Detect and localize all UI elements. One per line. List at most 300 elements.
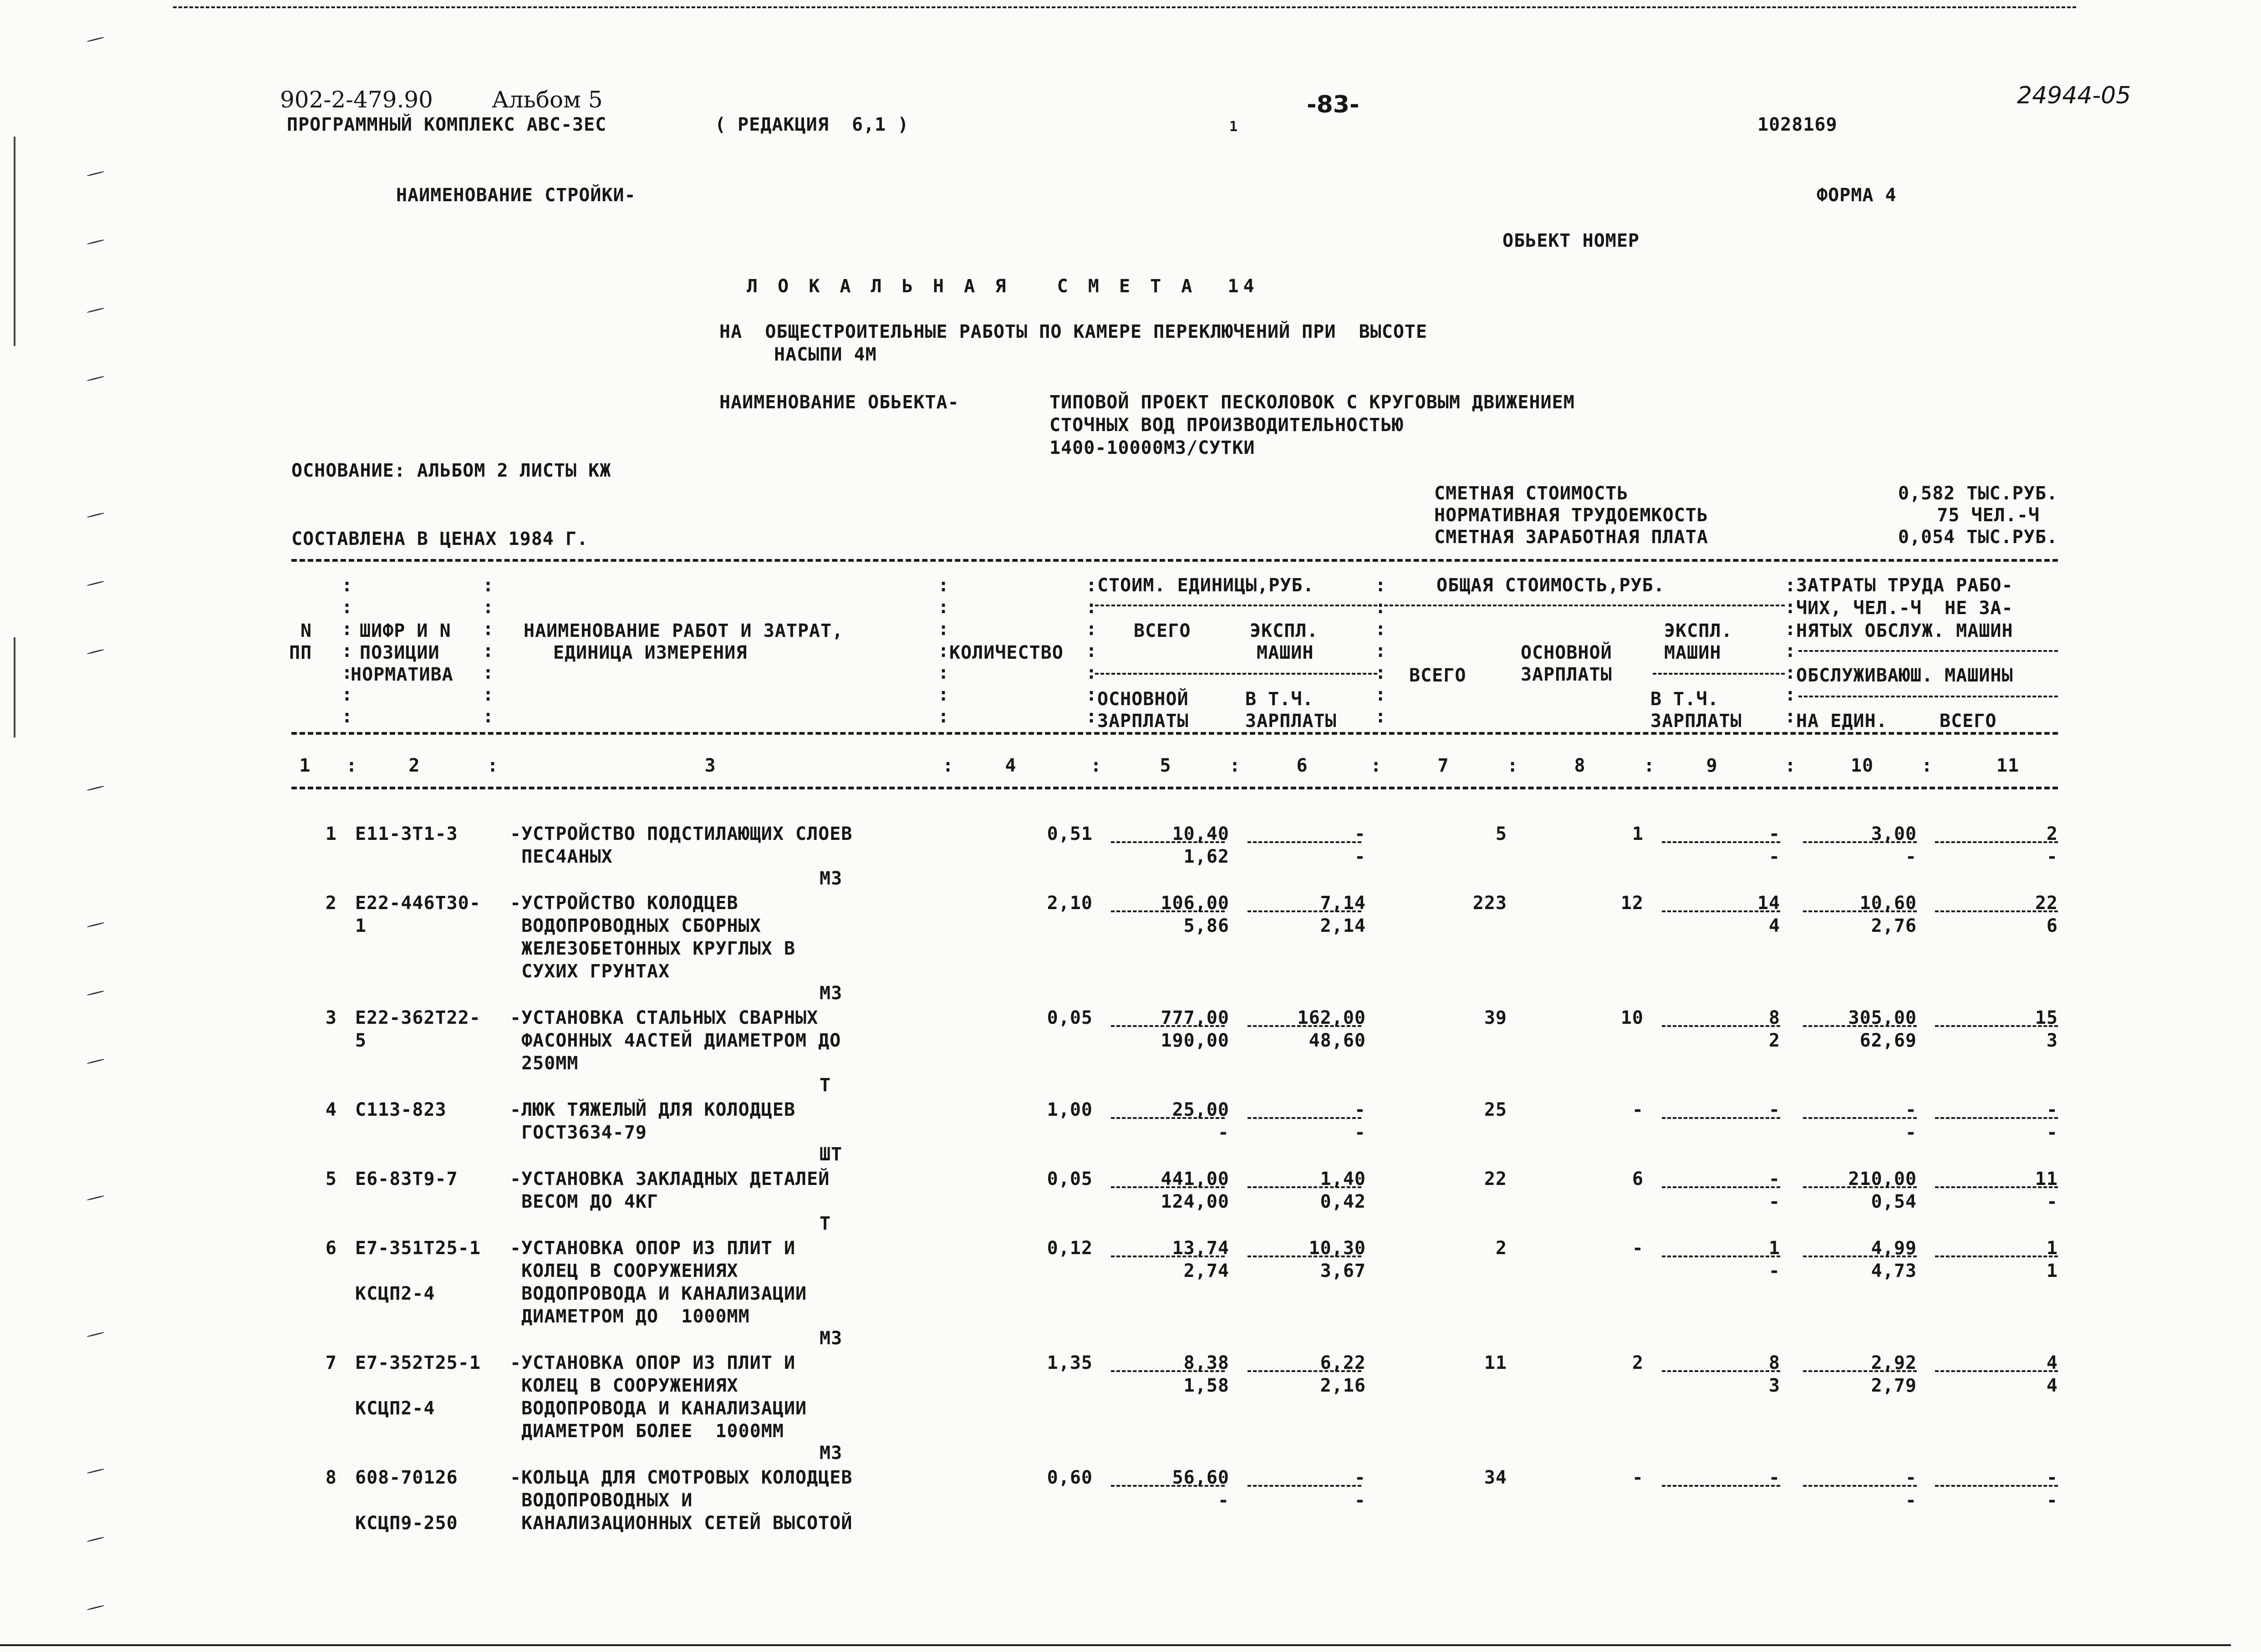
cell-divider [1803, 1485, 1917, 1487]
row-quantity: 2,10 [1047, 893, 1093, 914]
column-number: 4 [1005, 755, 1017, 776]
margin-mark [87, 649, 105, 655]
row-name-line: КОЛЕЦ В СООРУЖЕНИЯХ [510, 1375, 738, 1396]
labor-header: НЯТЫХ ОБСЛУЖ. МАШИН [1796, 620, 2013, 641]
col-n-header: ПП [289, 642, 312, 663]
row-total-pay: - [1632, 1467, 1644, 1488]
column-separators: : : : : : : : [341, 575, 353, 727]
row-total-machine-pay: 3 [1768, 1375, 1780, 1396]
total-basic-pay-header: ОСНОВНОЙ [1521, 642, 1612, 663]
cell-divider [1662, 1485, 1780, 1487]
row-total-machine-pay: - [1768, 1261, 1780, 1281]
row-unit-pay: - [1217, 1490, 1229, 1511]
row-total: 11 [1484, 1352, 1507, 1373]
row-code-extra: 5 [355, 1030, 367, 1051]
row-name-line: ЖЕЛЕЗОБЕТОННЫХ КРУГЛЫХ В [510, 938, 796, 959]
column-number: 6 [1296, 755, 1308, 776]
row-quantity: 0,60 [1047, 1467, 1093, 1488]
row-total-pay: 12 [1620, 893, 1644, 914]
row-total-machine-pay: 4 [1768, 915, 1780, 936]
cell-divider [1248, 1256, 1361, 1257]
row-code-extra: 1 [355, 915, 367, 936]
object-name-1: ТИПОВОЙ ПРОЕКТ ПЕСКОЛОВОК С КРУГОВЫМ ДВИЖЕНИЕМ [1049, 392, 1575, 413]
row-unit-machines: - [1354, 1467, 1366, 1488]
row-name-line: ВОДОПРОВОДНЫХ СБОРНЫХ [510, 915, 761, 936]
cell-divider [1111, 910, 1225, 912]
row-name-line: -УСТРОЙСТВО ПОДСТИЛАЮЩИХ СЛОЕВ [510, 823, 853, 844]
labor-service-rule [1798, 650, 2058, 652]
column-number: 9 [1706, 755, 1718, 776]
row-unit-total: 8,38 [1183, 1352, 1229, 1373]
margin-mark [87, 580, 105, 586]
cell-divider [1935, 1025, 2058, 1027]
row-labor-unit: 2,92 [1871, 1352, 1917, 1373]
cell-divider [1803, 1256, 1917, 1257]
object-name-2: СТОЧНЫХ ВОД ПРОИЗВОДИТЕЛЬНОСТЬЮ [1049, 415, 1404, 436]
row-total-machines: - [1768, 1169, 1780, 1189]
row-code-extra: КСЦП2-4 [355, 1283, 435, 1304]
col-name-header: НАИМЕНОВАНИЕ РАБОТ И ЗАТРАТ, [524, 620, 844, 641]
row-unit-pay: - [1217, 1122, 1229, 1143]
column-separators: : : : : : : : [1086, 575, 1098, 727]
object-name-label: НАИМЕНОВАНИЕ ОБЬЕКТА- [719, 392, 959, 413]
total-basic-pay-header: ЗАРПЛАТЫ [1521, 664, 1612, 685]
margin-mark [87, 307, 105, 313]
row-total-pay: 10 [1620, 1007, 1644, 1028]
labor-total-header: ВСЕГО [1940, 711, 1997, 732]
row-unit-machine-pay: 2,14 [1320, 915, 1366, 936]
row-total-machines: 8 [1768, 1007, 1780, 1028]
row-unit-machine-pay: - [1354, 1490, 1366, 1511]
row-unit-machine-pay: 48,60 [1309, 1030, 1366, 1051]
row-unit-total: 10,40 [1172, 823, 1229, 844]
unit-total-header: ВСЕГО [1134, 620, 1191, 641]
margin-mark [87, 239, 105, 245]
row-quantity: 1,00 [1047, 1099, 1093, 1120]
summary-value: 0,054 ТЫС.РУБ. [1898, 527, 2058, 548]
row-unit-machine-pay: - [1354, 1122, 1366, 1143]
row-total-pay: 1 [1632, 823, 1644, 844]
row-labor-total: 15 [2035, 1007, 2058, 1028]
column-separators: : [1785, 755, 1797, 776]
row-code: С113-823 [355, 1099, 447, 1120]
row-total: 22 [1484, 1169, 1507, 1189]
row-labor-unit: - [1905, 1467, 1917, 1488]
row-labor-total-2: 1 [2046, 1261, 2058, 1281]
construction-name-label: НАИМЕНОВАНИЕ СТРОЙКИ- [396, 185, 636, 206]
column-separators: : : : : : : : [1375, 575, 1387, 727]
program-name: ПРОГРАММНЫЙ КОМПЛЕКС АВС-3ЕС [287, 114, 607, 135]
row-name-line: КАНАЛИЗАЦИОННЫХ СЕТЕЙ ВЫСОТОЙ [510, 1513, 853, 1534]
cell-divider [1248, 1186, 1361, 1188]
cell-divider [1111, 1370, 1225, 1372]
row-total: 2 [1495, 1238, 1507, 1259]
row-name-line: ВОДОПРОВОДА И КАНАЛИЗАЦИИ [510, 1398, 807, 1419]
row-name-line: ВОДОПРОВОДА И КАНАЛИЗАЦИИ [510, 1283, 807, 1304]
row-code: Е7-351Т25-1 [355, 1238, 481, 1259]
cell-divider [1248, 910, 1361, 912]
column-separators: : [1090, 755, 1102, 776]
cell-divider [1935, 1370, 2058, 1372]
row-name-line: ПЕС4АНЫХ [510, 846, 613, 867]
margin-mark [87, 1332, 105, 1337]
row-unit-total: 13,74 [1172, 1238, 1229, 1259]
labor-unit-rule [1798, 696, 2058, 697]
row-quantity: 0,51 [1047, 823, 1093, 844]
row-name-line: СУХИХ ГРУНТАХ [510, 961, 670, 982]
total-cost-rule [1384, 605, 1785, 606]
row-unit-machine-pay: - [1354, 846, 1366, 867]
labor-service-header: ОБСЛУЖИВАЮШ. МАШИНЫ [1796, 665, 2013, 686]
column-separators: : [1921, 755, 1933, 776]
left-edge-bar [14, 137, 15, 346]
cell-divider [1935, 1485, 2058, 1487]
labor-unit-header: НА ЕДИН. [1796, 711, 1888, 732]
row-unit-pay: 2,74 [1183, 1261, 1229, 1281]
column-numbers-rule [291, 787, 2058, 789]
unit-pay-rule [1095, 673, 1377, 675]
row-name-line: 250ММ [510, 1053, 579, 1074]
row-unit-machines: 162,00 [1297, 1007, 1366, 1028]
row-number: 4 [325, 1099, 337, 1120]
row-labor-total-2: - [2046, 1122, 2058, 1143]
cell-divider [1803, 1186, 1917, 1188]
row-labor-unit-2: - [1905, 846, 1917, 867]
cell-divider [1111, 1256, 1225, 1257]
summary-label: СМЕТНАЯ СТОИМОСТЬ [1434, 483, 1629, 504]
row-total-machines: 14 [1757, 893, 1780, 914]
doc-code: 1028169 [1757, 114, 1838, 135]
left-edge-bar [14, 637, 15, 737]
top-edge-line [173, 6, 2076, 8]
object-name-3: 1400-10000М3/СУТКИ [1049, 437, 1255, 458]
row-unit-machines: 10,30 [1309, 1238, 1366, 1259]
cell-divider [1935, 1256, 2058, 1257]
cell-divider [1248, 1025, 1361, 1027]
form-label: ФОРМА 4 [1817, 185, 1897, 206]
work-description-2: НАСЫПИ 4М [774, 344, 877, 365]
margin-mark [87, 1468, 105, 1474]
row-unit-machines: 7,14 [1320, 893, 1366, 914]
row-name-line: -УСТАНОВКА ОПОР ИЗ ПЛИТ И [510, 1238, 796, 1259]
column-separators: : [1229, 755, 1241, 776]
cell-divider [1803, 1370, 1917, 1372]
row-unit-total: 777,00 [1161, 1007, 1229, 1028]
row-unit-pay: 1,62 [1183, 846, 1229, 867]
cell-divider [1662, 1025, 1780, 1027]
column-number: 7 [1437, 755, 1449, 776]
total-cost-header: ОБЩАЯ СТОИМОСТЬ,РУБ. [1436, 575, 1665, 596]
row-unit-machine-pay: 2,16 [1320, 1375, 1366, 1396]
row-total-pay: - [1632, 1099, 1644, 1120]
row-name-line: -УСТРОЙСТВО КОЛОДЦЕВ [510, 893, 738, 914]
row-labor-unit-2: 0,54 [1871, 1191, 1917, 1212]
row-name-line: ГОСТ3634-79 [510, 1122, 647, 1143]
row-unit-machines: 6,22 [1320, 1352, 1366, 1373]
row-labor-unit-2: - [1905, 1122, 1917, 1143]
column-separators: : : : : : : : [938, 575, 950, 727]
total-all-header: ВСЕГО [1409, 665, 1467, 686]
column-number: 2 [408, 755, 420, 776]
row-total-machines: 8 [1768, 1352, 1780, 1373]
row-code: Е11-3Т1-3 [355, 823, 458, 844]
row-labor-total: - [2046, 1099, 2058, 1120]
row-name-line: ДИАМЕТРОМ БОЛЕЕ 1000ММ [510, 1421, 784, 1442]
row-unit-total: 25,00 [1172, 1099, 1229, 1120]
column-number: 5 [1160, 755, 1171, 776]
row-labor-unit-2: 2,79 [1871, 1375, 1917, 1396]
row-unit-total: 106,00 [1161, 893, 1229, 914]
unit-incl-pay-header: ЗАРПЛАТЫ [1245, 711, 1337, 732]
row-unit-pay: 124,00 [1161, 1191, 1229, 1212]
row-labor-total-2: - [2046, 1490, 2058, 1511]
column-separators: : [487, 755, 499, 776]
row-unit-pay: 1,58 [1183, 1375, 1229, 1396]
row-code: 608-70126 [355, 1467, 458, 1488]
basis-label: ОСНОВАНИЕ: АЛЬБОМ 2 ЛИСТЫ КЖ [291, 460, 611, 481]
row-unit: Т [820, 1213, 831, 1234]
small-mark: 1 [1229, 119, 1238, 135]
row-total-machine-pay: - [1768, 1191, 1780, 1212]
row-total-machine-pay: 2 [1768, 1030, 1780, 1051]
row-number: 7 [325, 1352, 337, 1373]
row-total: 34 [1484, 1467, 1507, 1488]
row-name-line: -УСТАНОВКА СТАЛЬНЫХ СВАРНЫХ [510, 1007, 819, 1028]
margin-mark [87, 36, 105, 42]
row-total: 223 [1472, 893, 1507, 914]
row-code-extra: КСЦП9-250 [355, 1513, 458, 1534]
doc-ref: 902-2-479.90 [280, 86, 433, 113]
row-total-machines: - [1768, 823, 1780, 844]
row-labor-total: 11 [2035, 1169, 2058, 1189]
row-labor-total-2: 6 [2046, 915, 2058, 936]
cell-divider [1248, 1485, 1361, 1487]
cell-divider [1248, 1117, 1361, 1119]
document-title: Л О К А Л Ь Н А Я С М Е Т А 14 [747, 276, 1259, 297]
row-unit: М3 [820, 868, 843, 889]
unit-cost-header: СТОИМ. ЕДИНИЦЫ,РУБ. [1097, 575, 1314, 596]
row-name-line: -УСТАНОВКА ОПОР ИЗ ПЛИТ И [510, 1352, 796, 1373]
row-name-line: ФАСОННЫХ 4АСТЕЙ ДИАМЕТРОМ ДО [510, 1030, 841, 1051]
margin-mark [87, 785, 105, 791]
row-code: Е22-446Т30- [355, 893, 481, 914]
summary-value: 0,582 ТЫС.РУБ. [1898, 483, 2058, 504]
row-unit-machines: - [1354, 1099, 1366, 1120]
stamp-number: 24944-05 [2017, 82, 2131, 109]
table-header-rule [291, 732, 2058, 735]
row-total-pay: - [1632, 1238, 1644, 1259]
row-name-line: -УСТАНОВКА ЗАКЛАДНЫХ ДЕТАЛЕЙ [510, 1169, 830, 1189]
row-total: 39 [1484, 1007, 1507, 1028]
row-labor-total-2: - [2046, 1191, 2058, 1212]
total-incl-pay-header: ЗАРПЛАТЫ [1650, 711, 1742, 732]
col-qty-header: КОЛИЧЕСТВО [949, 642, 1064, 663]
col-name-header: ЕДИНИЦА ИЗМЕРЕНИЯ [553, 642, 748, 663]
row-unit-machines: 1,40 [1320, 1169, 1366, 1189]
cell-divider [1935, 841, 2058, 843]
row-labor-unit: 10,60 [1859, 893, 1917, 914]
column-separators: : [1644, 755, 1655, 776]
row-name-line: -ЛЮК ТЯЖЕЛЫЙ ДЛЯ КОЛОДЦЕВ [510, 1099, 796, 1120]
unit-incl-pay-header: В Т.Ч. [1245, 689, 1314, 710]
work-description-1: НА ОБЩЕСТРОИТЕЛЬНЫЕ РАБОТЫ ПО КАМЕРЕ ПЕРЕКЛЮЧЕНИЙ ПРИ ВЫСОТЕ [719, 321, 1428, 342]
row-quantity: 0,12 [1047, 1238, 1093, 1259]
labor-header: ЧИХ, ЧЕЛ.-Ч НЕ ЗА- [1796, 598, 2013, 619]
row-labor-total: - [2046, 1467, 2058, 1488]
cell-divider [1111, 1025, 1225, 1027]
unit-mach-header: МАШИН [1257, 642, 1314, 663]
labor-header: ЗАТРАТЫ ТРУДА РАБО- [1796, 575, 2013, 596]
row-number: 6 [325, 1238, 337, 1259]
cell-divider [1111, 1186, 1225, 1188]
cell-divider [1935, 1117, 2058, 1119]
column-number: 3 [704, 755, 716, 776]
summary-value: 75 ЧЕЛ.-Ч [1937, 505, 2040, 526]
row-labor-unit: 305,00 [1848, 1007, 1917, 1028]
cell-divider [1662, 841, 1780, 843]
row-total-machine-pay: - [1768, 846, 1780, 867]
row-labor-total: 4 [2046, 1352, 2058, 1373]
col-code-header: НОРМАТИВА [351, 664, 453, 685]
row-name-line: КОЛЕЦ В СООРУЖЕНИЯХ [510, 1261, 738, 1281]
margin-mark [87, 1195, 105, 1201]
row-labor-unit: - [1905, 1099, 1917, 1120]
column-number: 11 [1996, 755, 2020, 776]
cell-divider [1935, 1186, 2058, 1188]
row-unit: ШТ [820, 1144, 843, 1165]
row-total-pay: 2 [1632, 1352, 1644, 1373]
summary-label: СМЕТНАЯ ЗАРАБОТНАЯ ПЛАТА [1434, 527, 1708, 548]
row-name-line: ДИАМЕТРОМ ДО 1000ММ [510, 1306, 750, 1327]
object-number-label: ОБЬЕКТ НОМЕР [1502, 230, 1640, 251]
column-separators: : [1507, 755, 1519, 776]
row-unit-total: 441,00 [1161, 1169, 1229, 1189]
margin-mark [87, 1058, 105, 1064]
row-unit-pay: 190,00 [1161, 1030, 1229, 1051]
column-separators: : [346, 755, 358, 776]
margin-mark [87, 1605, 105, 1611]
margin-mark [87, 376, 105, 381]
unit-basic-pay-header: ОСНОВНОЙ [1097, 689, 1189, 710]
row-quantity: 0,05 [1047, 1007, 1093, 1028]
row-labor-total: 1 [2046, 1238, 2058, 1259]
cell-divider [1662, 910, 1780, 912]
row-total-pay: 6 [1632, 1169, 1644, 1189]
col-code-header: ПОЗИЦИИ [360, 642, 440, 663]
total-mach-header: МАШИН [1664, 642, 1721, 663]
cell-divider [1111, 1117, 1225, 1119]
row-code: Е6-83Т9-7 [355, 1169, 458, 1189]
row-total-machines: 1 [1768, 1238, 1780, 1259]
total-pay-rule [1653, 673, 1785, 675]
cell-divider [1935, 910, 2058, 912]
row-unit-machine-pay: 0,42 [1320, 1191, 1366, 1212]
row-unit-pay: 5,86 [1183, 915, 1229, 936]
row-labor-unit: 210,00 [1848, 1169, 1917, 1189]
cell-divider [1803, 1117, 1917, 1119]
row-labor-unit-2: 4,73 [1871, 1261, 1917, 1281]
row-name-line: ВЕСОМ ДО 4КГ [510, 1191, 659, 1212]
row-labor-total-2: - [2046, 846, 2058, 867]
summary-label: НОРМАТИВНАЯ ТРУДОЕМКОСТЬ [1434, 505, 1708, 526]
row-quantity: 0,05 [1047, 1169, 1093, 1189]
row-code-extra: КСЦП2-4 [355, 1398, 435, 1419]
col-code-header: ШИФР И N [360, 620, 451, 641]
row-labor-unit-2: 62,69 [1859, 1030, 1917, 1051]
margin-mark [87, 922, 105, 928]
cell-divider [1803, 841, 1917, 843]
column-number: 1 [299, 755, 311, 776]
row-labor-unit-2: 2,76 [1871, 915, 1917, 936]
margin-mark [87, 512, 105, 518]
row-unit: М3 [820, 983, 843, 1004]
row-unit: М3 [820, 1443, 843, 1464]
table-top-rule [291, 559, 2058, 562]
cell-divider [1248, 841, 1361, 843]
total-mach-header: ЭКСПЛ. [1664, 620, 1733, 641]
album-label: Альбом 5 [492, 86, 603, 113]
row-quantity: 1,35 [1047, 1352, 1093, 1373]
row-unit-total: 56,60 [1172, 1467, 1229, 1488]
column-separators: : : : : : : : [483, 575, 494, 727]
row-code: Е22-362Т22- [355, 1007, 481, 1028]
cell-divider [1803, 1025, 1917, 1027]
margin-mark [87, 171, 105, 177]
column-separators: : [1370, 755, 1382, 776]
unit-cost-rule [1095, 605, 1377, 606]
cell-divider [1662, 1186, 1780, 1188]
row-labor-total: 2 [2046, 823, 2058, 844]
total-incl-pay-header: В Т.Ч. [1650, 689, 1719, 710]
margin-mark [87, 990, 105, 996]
row-labor-total-2: 4 [2046, 1375, 2058, 1396]
cell-divider [1662, 1117, 1780, 1119]
row-number: 2 [325, 893, 337, 914]
row-total: 25 [1484, 1099, 1507, 1120]
unit-basic-pay-header: ЗАРПЛАТЫ [1097, 711, 1189, 732]
row-labor-total: 22 [2035, 893, 2058, 914]
page-number: -83- [1307, 91, 1360, 118]
row-labor-unit-2: - [1905, 1490, 1917, 1511]
row-number: 1 [325, 823, 337, 844]
row-unit-machines: - [1354, 823, 1366, 844]
bottom-edge-line [0, 1644, 2231, 1646]
column-number: 8 [1574, 755, 1586, 776]
cell-divider [1803, 910, 1917, 912]
row-total-machines: - [1768, 1099, 1780, 1120]
cell-divider [1111, 841, 1225, 843]
cell-divider [1111, 1485, 1225, 1487]
column-separators: : [942, 755, 954, 776]
row-labor-total-2: 3 [2046, 1030, 2058, 1051]
row-labor-unit: 3,00 [1871, 823, 1917, 844]
row-total: 5 [1495, 823, 1507, 844]
row-unit: Т [820, 1075, 831, 1096]
column-separators: : : : : : : : [1785, 575, 1797, 727]
row-name-line: ВОДОПРОВОДНЫХ И [510, 1490, 693, 1511]
edition: ( РЕДАКЦИЯ 6,1 ) [715, 114, 909, 135]
row-name-line: -КОЛЬЦА ДЛЯ СМОТРОВЫХ КОЛОДЦЕВ [510, 1467, 853, 1488]
cell-divider [1662, 1256, 1780, 1257]
row-total-machines: - [1768, 1467, 1780, 1488]
col-n-header: N [300, 620, 312, 641]
margin-mark [87, 1536, 105, 1542]
unit-mach-header: ЭКСПЛ. [1250, 620, 1319, 641]
row-number: 8 [325, 1467, 337, 1488]
row-unit: М3 [820, 1328, 843, 1349]
row-number: 3 [325, 1007, 337, 1028]
row-number: 5 [325, 1169, 337, 1189]
